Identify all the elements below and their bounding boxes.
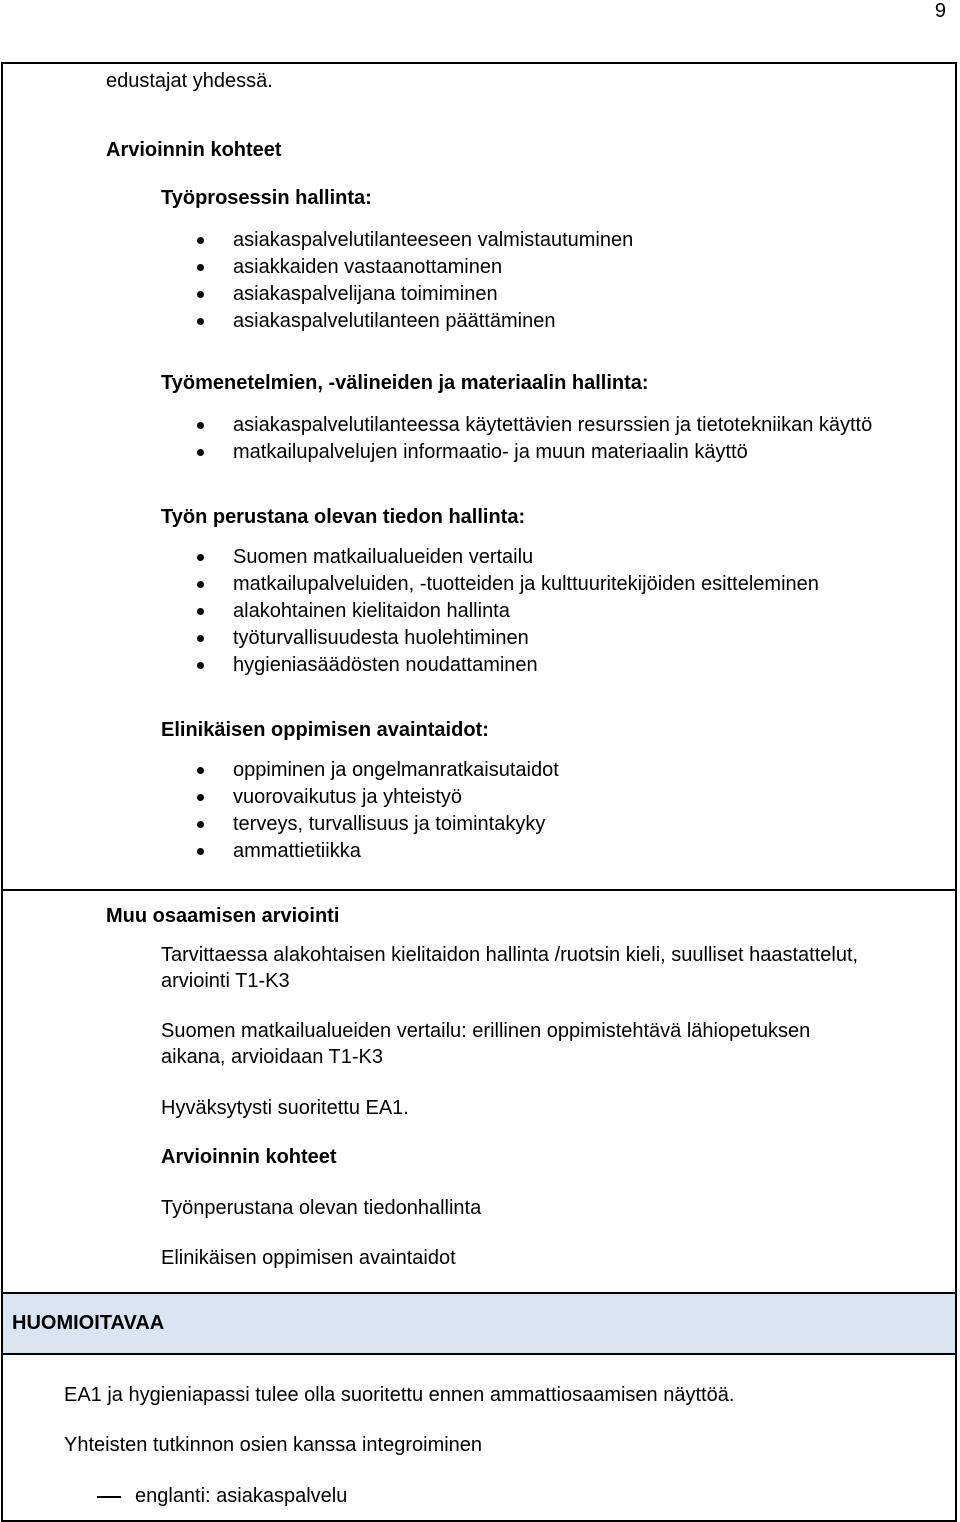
bullet-list bbox=[161, 227, 633, 335]
paragraph-line: Suomen matkailualueiden vertailu: erillinen oppimistehtävä lähiopetuksen bbox=[161, 1020, 811, 1042]
sub-heading: Arvioinnin kohteet bbox=[161, 1146, 337, 1168]
paragraph-line: EA1 ja hygieniapassi tulee olla suoritettu ennen ammattiosaamisen näyttöä. bbox=[64, 1384, 735, 1406]
row-divider bbox=[1, 889, 957, 891]
list-item: oppiminen ja ongelmanratkaisutaidot bbox=[161, 757, 559, 784]
paragraph-line: Elinikäisen oppimisen avaintaidot bbox=[161, 1247, 456, 1269]
paragraph-line: Työnperustana olevan tiedonhallinta bbox=[161, 1197, 482, 1219]
list-item: asiakaspalvelijana toimiminen bbox=[161, 281, 633, 308]
dash-item-text: englanti: asiakaspalvelu bbox=[135, 1485, 348, 1507]
paragraph-line: Hyväksytysti suoritettu EA1. bbox=[161, 1097, 409, 1119]
list-item: vuorovaikutus ja yhteistyö bbox=[161, 784, 559, 811]
list-item: asiakkaiden vastaanottaminen bbox=[161, 254, 633, 281]
paragraph-line: Yhteisten tutkinnon osien kanssa integroiminen bbox=[64, 1434, 483, 1456]
bullet-list bbox=[161, 412, 872, 466]
dash-list-item bbox=[97, 1485, 347, 1508]
list-item: alakohtainen kielitaidon hallinta bbox=[161, 598, 819, 625]
notes-heading: HUOMIOITAVAA bbox=[12, 1312, 165, 1334]
list-item: ammattietiikka bbox=[161, 838, 559, 865]
list-item: terveys, turvallisuus ja toimintakyky bbox=[161, 811, 559, 838]
list-item: työturvallisuudesta huolehtiminen bbox=[161, 625, 819, 652]
row-divider bbox=[1, 1353, 957, 1355]
group-title: Työprosessin hallinta: bbox=[161, 187, 372, 209]
list-item: asiakaspalvelutilanteessa käytettävien resurssien ja tietotekniikan käyttö bbox=[161, 412, 872, 439]
paragraph-line: Tarvittaessa alakohtaisen kielitaidon hallinta /ruotsin kieli, suulliset haastattelut, bbox=[161, 944, 859, 966]
page-number: 9 bbox=[934, 0, 946, 22]
group-title: Työmenetelmien, -välineiden ja materiaalin hallinta: bbox=[161, 372, 649, 394]
bullet-list bbox=[161, 544, 819, 679]
bullet-list bbox=[161, 757, 559, 865]
intro-text: edustajat yhdessä. bbox=[106, 70, 273, 92]
section-heading: Muu osaamisen arviointi bbox=[106, 905, 340, 927]
list-item: asiakaspalvelutilanteen päättäminen bbox=[161, 308, 633, 335]
dash-bullet bbox=[97, 1496, 121, 1498]
list-item: Suomen matkailualueiden vertailu bbox=[161, 544, 819, 571]
group-title: Työn perustana olevan tiedon hallinta: bbox=[161, 506, 526, 528]
paragraph-line: arviointi T1-K3 bbox=[161, 970, 290, 992]
group-title: Elinikäisen oppimisen avaintaidot: bbox=[161, 719, 489, 741]
paragraph-line: aikana, arvioidaan T1-K3 bbox=[161, 1046, 383, 1068]
list-item: asiakaspalvelutilanteeseen valmistautuminen bbox=[161, 227, 633, 254]
section-heading: Arvioinnin kohteet bbox=[106, 139, 282, 161]
list-item: matkailupalveluiden, -tuotteiden ja kulttuuritekijöiden esitteleminen bbox=[161, 571, 819, 598]
list-item: matkailupalvelujen informaatio- ja muun materiaalin käyttö bbox=[161, 439, 872, 466]
list-item: hygieniasäädösten noudattaminen bbox=[161, 652, 819, 679]
